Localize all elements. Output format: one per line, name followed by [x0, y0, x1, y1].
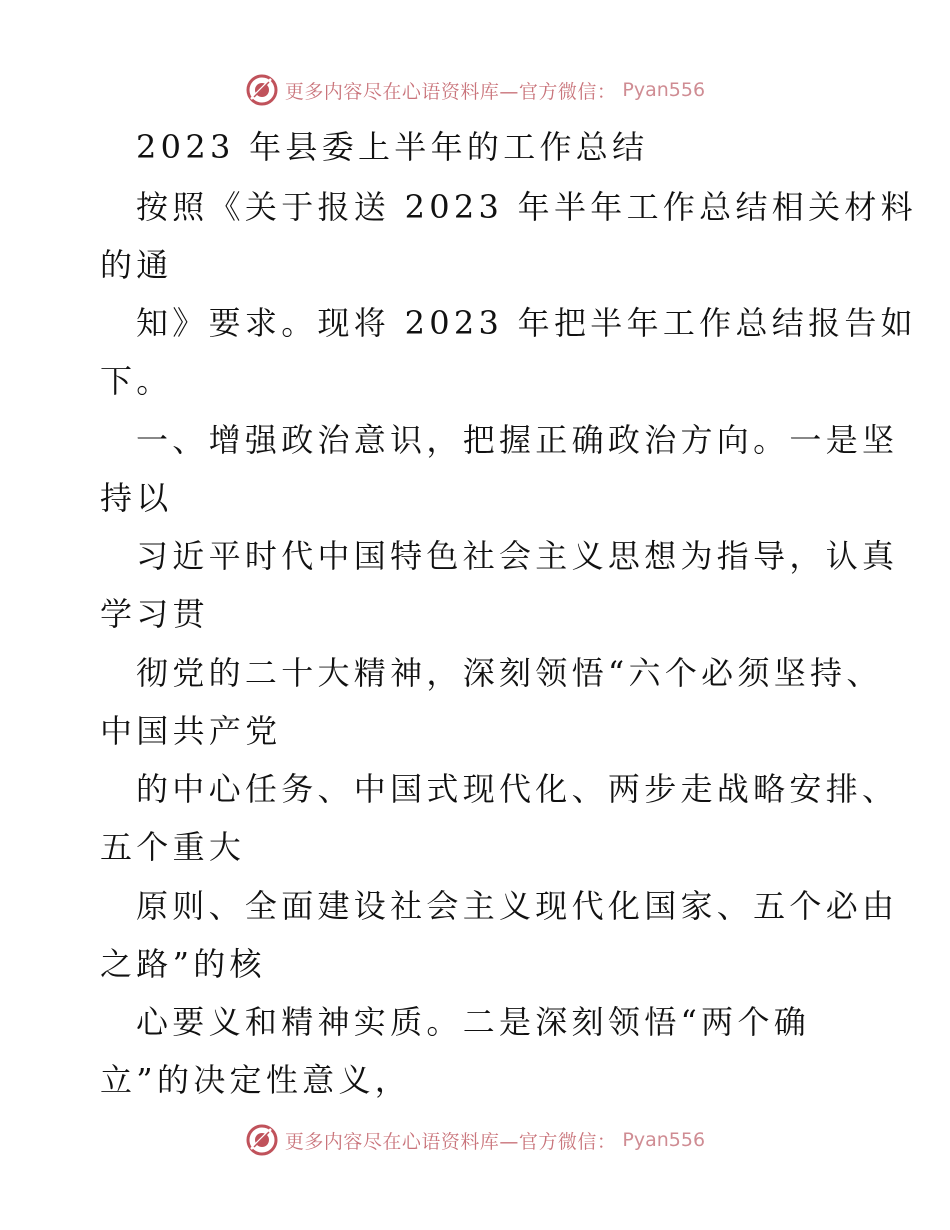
paragraph-line: 的中心任务、中国式现代化、两步走战略安排、: [136, 770, 899, 808]
footer-watermark: [0, 1120, 950, 1160]
paragraph-line: 之路”的核: [100, 945, 266, 983]
brand-seal-icon: [245, 1123, 279, 1157]
paragraph-line: 立”的决定性意义，: [100, 1061, 412, 1099]
paragraph-line: 学习贯: [100, 595, 209, 633]
paragraph-line: 心要义和精神实质。二是深刻领悟“两个确: [136, 1003, 811, 1041]
paragraph-line: 中国共产党: [100, 712, 282, 750]
paragraph-line: 下。: [100, 362, 173, 400]
paragraph-line: 的通: [100, 246, 173, 284]
footer-watermark-text: 更多内容尽在心语资料库—官方微信：: [284, 1130, 617, 1153]
paragraph-line: 按照《关于报送 2023 年半年工作总结相关材料: [136, 188, 917, 226]
paragraph-line: 持以: [100, 479, 173, 517]
header-watermark: [0, 70, 950, 110]
paragraph-line: 知》要求。现将 2023 年把半年工作总结报告如: [136, 304, 917, 342]
paragraph-line: 五个重大: [100, 828, 246, 866]
paragraph-line: 习近平时代中国特色社会主义思想为指导，认真: [136, 537, 899, 575]
brand-seal-icon: [245, 73, 279, 107]
header-wechat-id: Pyan556: [622, 79, 706, 101]
document-title: 2023 年县委上半年的工作总结: [136, 128, 649, 166]
paragraph-line: 彻党的二十大精神，深刻领悟“六个必须坚持、: [136, 654, 883, 692]
header-watermark-text: 更多内容尽在心语资料库—官方微信：: [284, 80, 617, 103]
paragraph-line: 一、增强政治意识，把握正确政治方向。一是坚: [136, 421, 899, 459]
paragraph-line: 原则、全面建设社会主义现代化国家、五个必由: [136, 887, 899, 925]
footer-wechat-id: Pyan556: [622, 1129, 706, 1151]
